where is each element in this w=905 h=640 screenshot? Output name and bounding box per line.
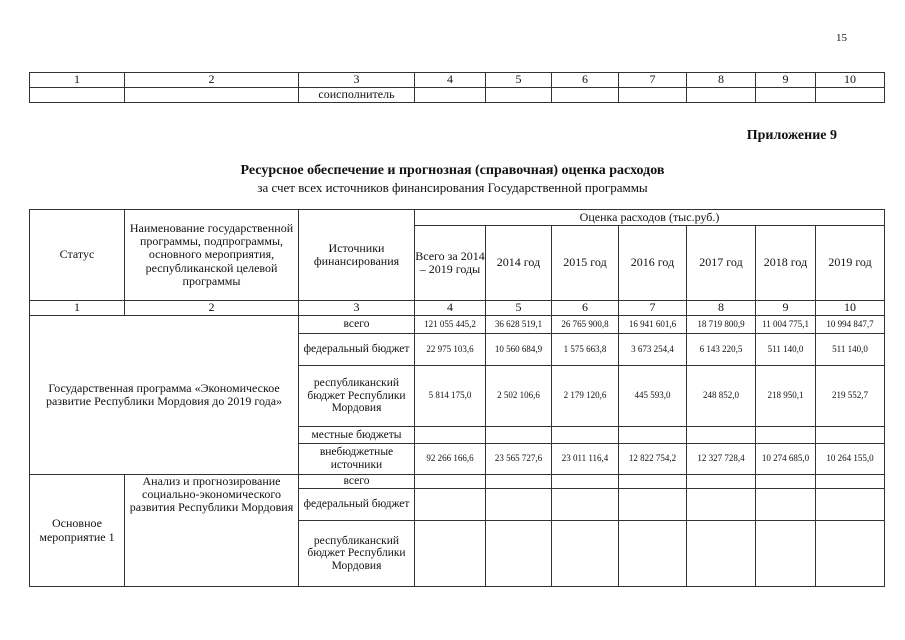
- value-cell: [816, 521, 885, 587]
- value-cell: 219 552,7: [816, 366, 885, 427]
- cell: соисполнитель: [299, 88, 415, 103]
- cell: 4: [415, 73, 486, 88]
- header-year: 2014 год: [486, 226, 552, 301]
- header-estimate: Оценка расходов (тыс.руб.): [415, 210, 885, 226]
- value-cell: 22 975 103,6: [415, 334, 486, 366]
- header-year: Всего за 2014 – 2019 годы: [415, 226, 486, 301]
- value-cell: 218 950,1: [756, 366, 816, 427]
- cell: [756, 88, 816, 103]
- value-cell: 2 502 106,6: [486, 366, 552, 427]
- measure-title: Анализ и прогнозирование социально-экономического развития Республики Мордовия: [125, 475, 299, 587]
- value-cell: [816, 427, 885, 444]
- cell: 7: [619, 73, 687, 88]
- column-number: 4: [415, 301, 486, 316]
- value-cell: [415, 427, 486, 444]
- value-cell: [756, 489, 816, 521]
- value-cell: [486, 427, 552, 444]
- value-cell: 3 673 254,4: [619, 334, 687, 366]
- cell: [125, 88, 299, 103]
- measure-status: Основное мероприятие 1: [30, 475, 125, 587]
- table-row: [30, 316, 885, 334]
- column-number: 5: [486, 301, 552, 316]
- value-cell: 26 765 900,8: [552, 316, 619, 334]
- value-cell: [486, 521, 552, 587]
- table-row: [30, 475, 885, 489]
- value-cell: 121 055 445,2: [415, 316, 486, 334]
- column-number: 6: [552, 301, 619, 316]
- value-cell: 2 179 120,6: [552, 366, 619, 427]
- appendix-label: Приложение 9: [746, 128, 837, 143]
- value-cell: 18 719 800,9: [687, 316, 756, 334]
- cell: [619, 88, 687, 103]
- header-year: 2018 год: [756, 226, 816, 301]
- value-cell: 10 264 155,0: [816, 444, 885, 475]
- cell: 10: [816, 73, 885, 88]
- value-cell: 23 011 116,4: [552, 444, 619, 475]
- value-cell: 12 327 728,4: [687, 444, 756, 475]
- cell: 5: [486, 73, 552, 88]
- value-cell: 511 140,0: [756, 334, 816, 366]
- value-cell: [619, 427, 687, 444]
- column-number: 3: [299, 301, 415, 316]
- continuation-table: [29, 72, 885, 103]
- document-subtitle: за счет всех источников финансирования Государственной программы: [257, 180, 648, 195]
- source-cell: всего: [299, 475, 415, 489]
- value-cell: [486, 475, 552, 489]
- column-number: 8: [687, 301, 756, 316]
- column-number: 10: [816, 301, 885, 316]
- value-cell: 511 140,0: [816, 334, 885, 366]
- value-cell: [486, 489, 552, 521]
- source-cell: внебюджетные источники: [299, 444, 415, 475]
- value-cell: [415, 489, 486, 521]
- value-cell: [816, 489, 885, 521]
- value-cell: 1 575 663,8: [552, 334, 619, 366]
- value-cell: [756, 427, 816, 444]
- cell: [30, 88, 125, 103]
- value-cell: [552, 521, 619, 587]
- value-cell: 11 004 775,1: [756, 316, 816, 334]
- header-sources: Источники финансирования: [299, 210, 415, 301]
- document-title: Ресурсное обеспечение и прогнозная (справочная) оценка расходов: [240, 163, 665, 178]
- value-cell: 10 994 847,7: [816, 316, 885, 334]
- value-cell: 23 565 727,6: [486, 444, 552, 475]
- cell: 8: [687, 73, 756, 88]
- header-name: Наименование государственной программы, подпрограммы, основного мероприятия, республиканской целевой программы: [125, 210, 299, 301]
- source-cell: всего: [299, 316, 415, 334]
- value-cell: [552, 475, 619, 489]
- header-year: 2015 год: [552, 226, 619, 301]
- source-cell: республиканский бюджет Республики Мордовия: [299, 366, 415, 427]
- value-cell: [687, 475, 756, 489]
- value-cell: [415, 475, 486, 489]
- value-cell: [552, 489, 619, 521]
- column-number: 1: [30, 301, 125, 316]
- value-cell: 445 593,0: [619, 366, 687, 427]
- cell: [687, 88, 756, 103]
- resource-table: [29, 209, 885, 587]
- source-cell: федеральный бюджет: [299, 334, 415, 366]
- program-title: Государственная программа «Экономическое развитие Республики Мордовия до 2019 года»: [30, 316, 299, 475]
- column-number: 9: [756, 301, 816, 316]
- value-cell: [619, 489, 687, 521]
- value-cell: [619, 475, 687, 489]
- cell: [486, 88, 552, 103]
- column-number: 2: [125, 301, 299, 316]
- value-cell: [687, 489, 756, 521]
- value-cell: [552, 427, 619, 444]
- cell: 6: [552, 73, 619, 88]
- header-status: Статус: [30, 210, 125, 301]
- value-cell: [415, 521, 486, 587]
- value-cell: 92 266 166,6: [415, 444, 486, 475]
- header-year: 2019 год: [816, 226, 885, 301]
- value-cell: [619, 521, 687, 587]
- cell: [415, 88, 486, 103]
- cell: 2: [125, 73, 299, 88]
- value-cell: 10 560 684,9: [486, 334, 552, 366]
- value-cell: [756, 521, 816, 587]
- value-cell: [687, 521, 756, 587]
- continuation-data-row: [30, 88, 885, 103]
- source-cell: республиканский бюджет Республики Мордовия: [299, 521, 415, 587]
- cell: 9: [756, 73, 816, 88]
- value-cell: [756, 475, 816, 489]
- header-year: 2016 год: [619, 226, 687, 301]
- source-cell: федеральный бюджет: [299, 489, 415, 521]
- value-cell: 6 143 220,5: [687, 334, 756, 366]
- column-number: 7: [619, 301, 687, 316]
- value-cell: [687, 427, 756, 444]
- cell: 1: [30, 73, 125, 88]
- value-cell: [816, 475, 885, 489]
- cell: [552, 88, 619, 103]
- cell: [816, 88, 885, 103]
- page-number: 15: [836, 32, 847, 44]
- header-year: 2017 год: [687, 226, 756, 301]
- cell: 3: [299, 73, 415, 88]
- value-cell: 12 822 754,2: [619, 444, 687, 475]
- continuation-header-row: [30, 73, 885, 88]
- column-number-row: [30, 301, 885, 316]
- value-cell: 10 274 685,0: [756, 444, 816, 475]
- value-cell: 248 852,0: [687, 366, 756, 427]
- value-cell: 16 941 601,6: [619, 316, 687, 334]
- value-cell: 5 814 175,0: [415, 366, 486, 427]
- header-row: [30, 210, 885, 226]
- source-cell: местные бюджеты: [299, 427, 415, 444]
- value-cell: 36 628 519,1: [486, 316, 552, 334]
